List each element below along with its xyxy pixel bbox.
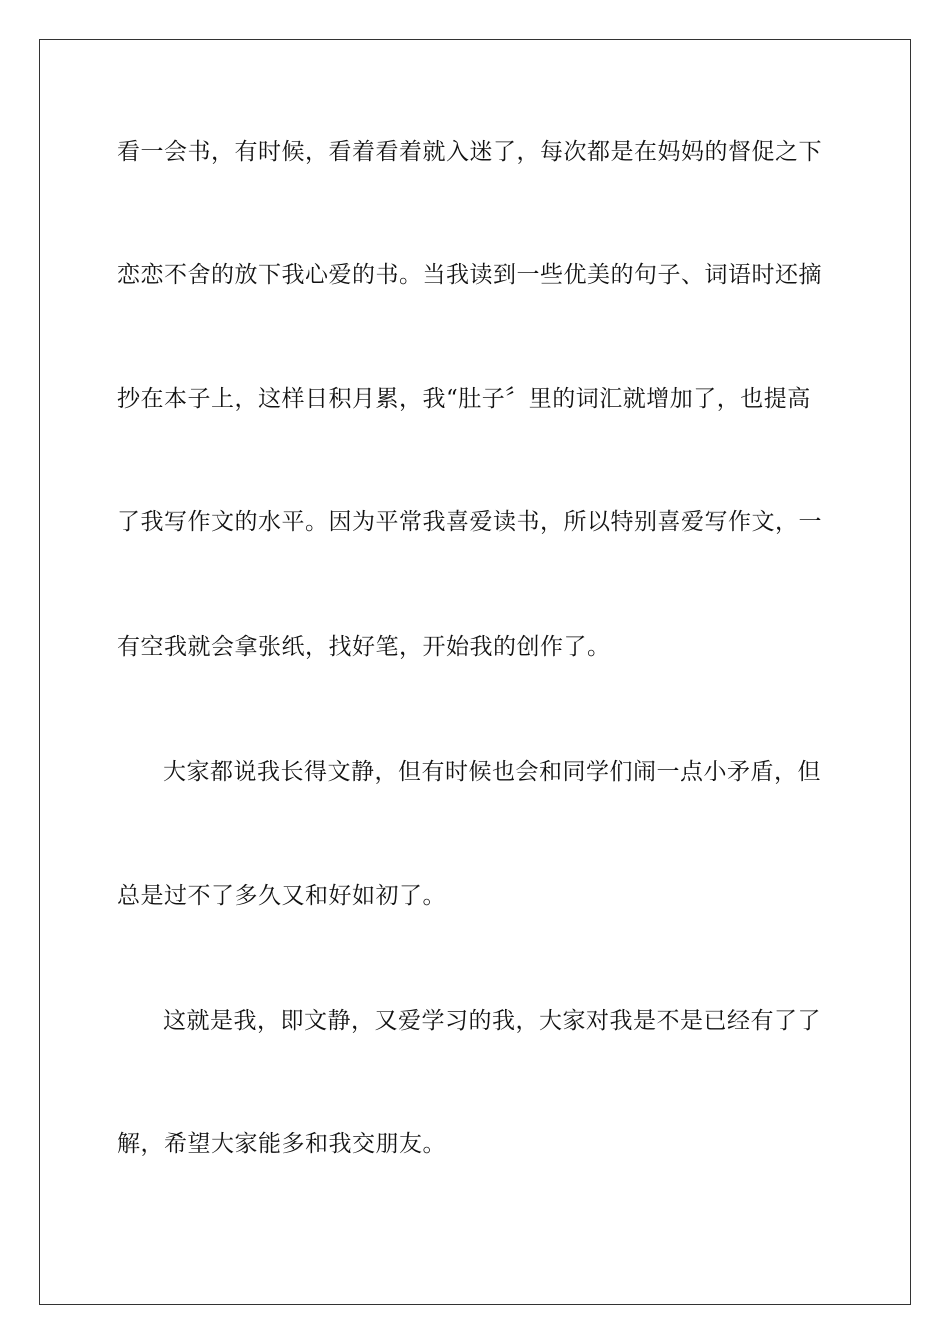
page-border (39, 39, 911, 1305)
text-line: 看一会书，有时候，看着看着就入迷了，每次都是在妈妈的督促之下 (117, 139, 822, 165)
text-line: 有空我就会拿张纸，找好笔，开始我的创作了。 (117, 634, 611, 660)
text-line: 抄在本子上，这样日积月累，我“肚子〞里的词汇就增加了，也提高 (117, 386, 811, 412)
text-line: 恋恋不舍的放下我心爱的书。当我读到一些优美的句子、词语时还摘 (117, 262, 822, 288)
text-line: 总是过不了多久又和好如初了。 (117, 883, 446, 909)
text-line: 解，希望大家能多和我交朋友。 (117, 1131, 446, 1157)
text-line: 大家都说我长得文静，但有时候也会和同学们闹一点小矛盾，但 (163, 759, 821, 785)
text-line: 了我写作文的水平。因为平常我喜爱读书，所以特别喜爱写作文，一 (117, 509, 822, 535)
text-line: 这就是我，即文静，又爱学习的我，大家对我是不是已经有了了 (163, 1008, 821, 1034)
